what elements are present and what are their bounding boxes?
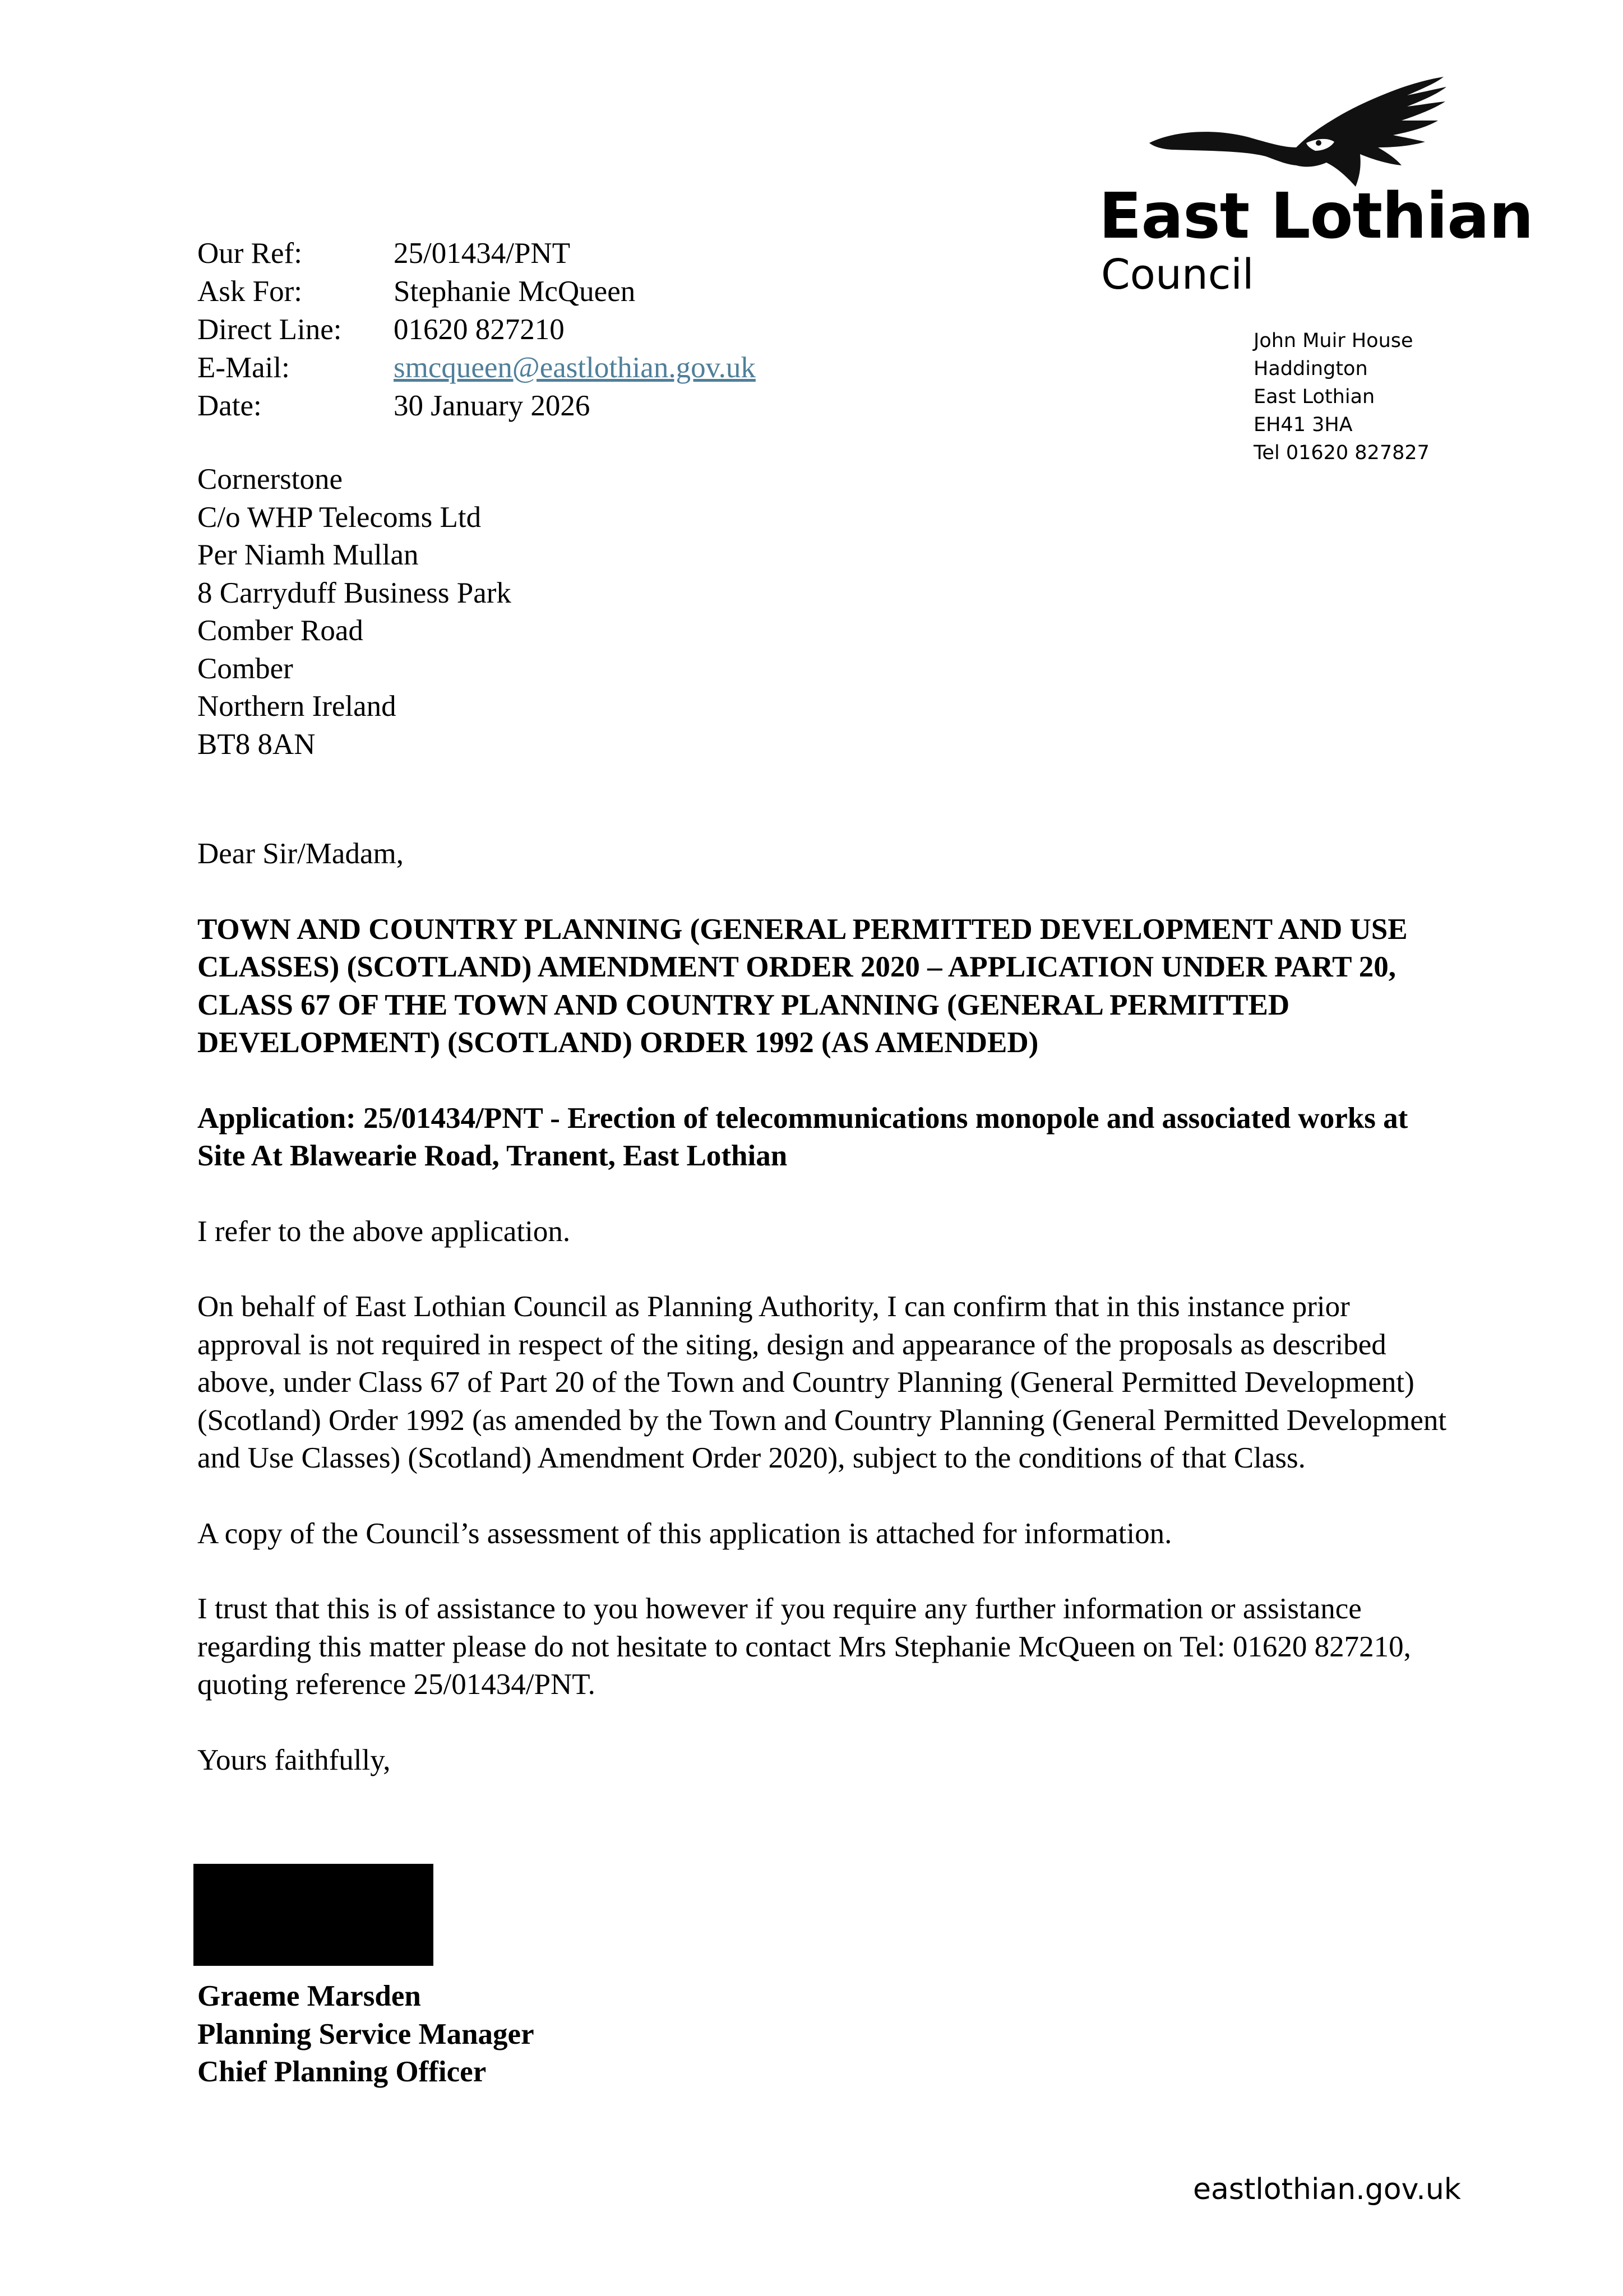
reference-row <box>197 349 756 387</box>
reference-label: E-Mail: <box>197 351 290 384</box>
body-paragraph: I refer to the above application. <box>197 1215 571 1248</box>
logo-subtitle: Council <box>1101 251 1254 299</box>
signatory-title: Chief Planning Officer <box>197 2056 487 2088</box>
signatory-name: Graeme Marsden <box>197 1980 421 2012</box>
council-address-line: Haddington <box>1254 358 1368 380</box>
reference-label: Direct Line: <box>197 313 342 346</box>
reference-row <box>197 272 756 311</box>
body-paragraph: A copy of the Council’s assessment of this application is attached for information. <box>197 1517 1172 1550</box>
recipient-line: Cornerstone <box>197 463 343 496</box>
reference-value: Stephanie McQueen <box>394 275 636 308</box>
reference-value: 25/01434/PNT <box>394 237 571 270</box>
reference-label: Our Ref: <box>197 237 302 270</box>
signatory-block <box>197 1978 534 2091</box>
reference-value: 01620 827210 <box>394 313 565 346</box>
application-summary: Application: 25/01434/PNT - Erection of telecommunications monopole and associated works at Site At Blawearie Road, Tranent, East Lothian <box>197 1101 1408 1172</box>
reference-row <box>197 387 756 425</box>
recipient-line: C/o WHP Telecoms Ltd <box>197 501 482 534</box>
body-paragraph: On behalf of East Lothian Council as Planning Authority, I can confirm that in this instance prior approval is not required in respect of the siting, design and appearance of the proposals as described above, under Class 67 of Part 20 of the Town and Country Planning (General Permitted Development) (Scotland) Order 1992 (as amended by the Town and Country Planning (General Permitted Development and Use Classes) (Scotland) Amendment Order 2020), subject to the conditions of that Class. <box>197 1290 1447 1474</box>
signatory-title: Planning Service Manager <box>197 2017 534 2050</box>
reference-label: Date: <box>197 390 262 422</box>
redacted-signature <box>193 1864 433 1966</box>
recipient-line: BT8 8AN <box>197 728 316 761</box>
letter-heading: TOWN AND COUNTRY PLANNING (GENERAL PERMITTED DEVELOPMENT AND USE CLASSES) (SCOTLAND) AMENDMENT ORDER 2020 – APPLICATION UNDER PART 20, CLASS 67 OF THE TOWN AND COUNTRY PLANNING (GENERAL PERMITTED DEVELOPMENT) (SCOTLAND) ORDER 1992 (AS AMENDED) <box>197 913 1408 1059</box>
council-address-line: John Muir House <box>1254 330 1413 352</box>
recipient-line: 8 Carryduff Business Park <box>197 576 511 609</box>
salutation: Dear Sir/Madam, <box>197 837 404 870</box>
recipient-address <box>197 461 511 763</box>
council-logo <box>1099 76 1533 300</box>
email-link[interactable]: smcqueen@eastlothian.gov.uk <box>394 351 756 384</box>
recipient-line: Northern Ireland <box>197 690 396 723</box>
body-paragraph: I trust that this is of assistance to you however if you require any further information or assistance regarding this matter please do not hesitate to contact Mrs Stephanie McQueen on Tel: 01620 827210, quoting reference 25/01434/PNT. <box>197 1593 1411 1701</box>
recipient-line: Per Niamh Mullan <box>197 539 419 571</box>
recipient-line: Comber Road <box>197 614 363 647</box>
council-address <box>1254 327 1430 467</box>
closing: Yours faithfully, <box>197 1743 391 1776</box>
reference-block <box>197 234 756 425</box>
council-phone: Tel 01620 827827 <box>1254 442 1430 464</box>
reference-value: 30 January 2026 <box>394 390 590 422</box>
reference-row <box>197 311 756 349</box>
logo-title: East Lothian <box>1099 180 1533 253</box>
council-address-line: East Lothian <box>1254 386 1375 408</box>
recipient-line: Comber <box>197 652 293 685</box>
council-address-line: EH41 3HA <box>1254 414 1353 436</box>
footer-website-link[interactable]: eastlothian.gov.uk <box>1193 2173 1461 2206</box>
letter-body <box>197 835 1448 1779</box>
reference-row <box>197 234 756 272</box>
reference-label: Ask For: <box>197 275 303 308</box>
